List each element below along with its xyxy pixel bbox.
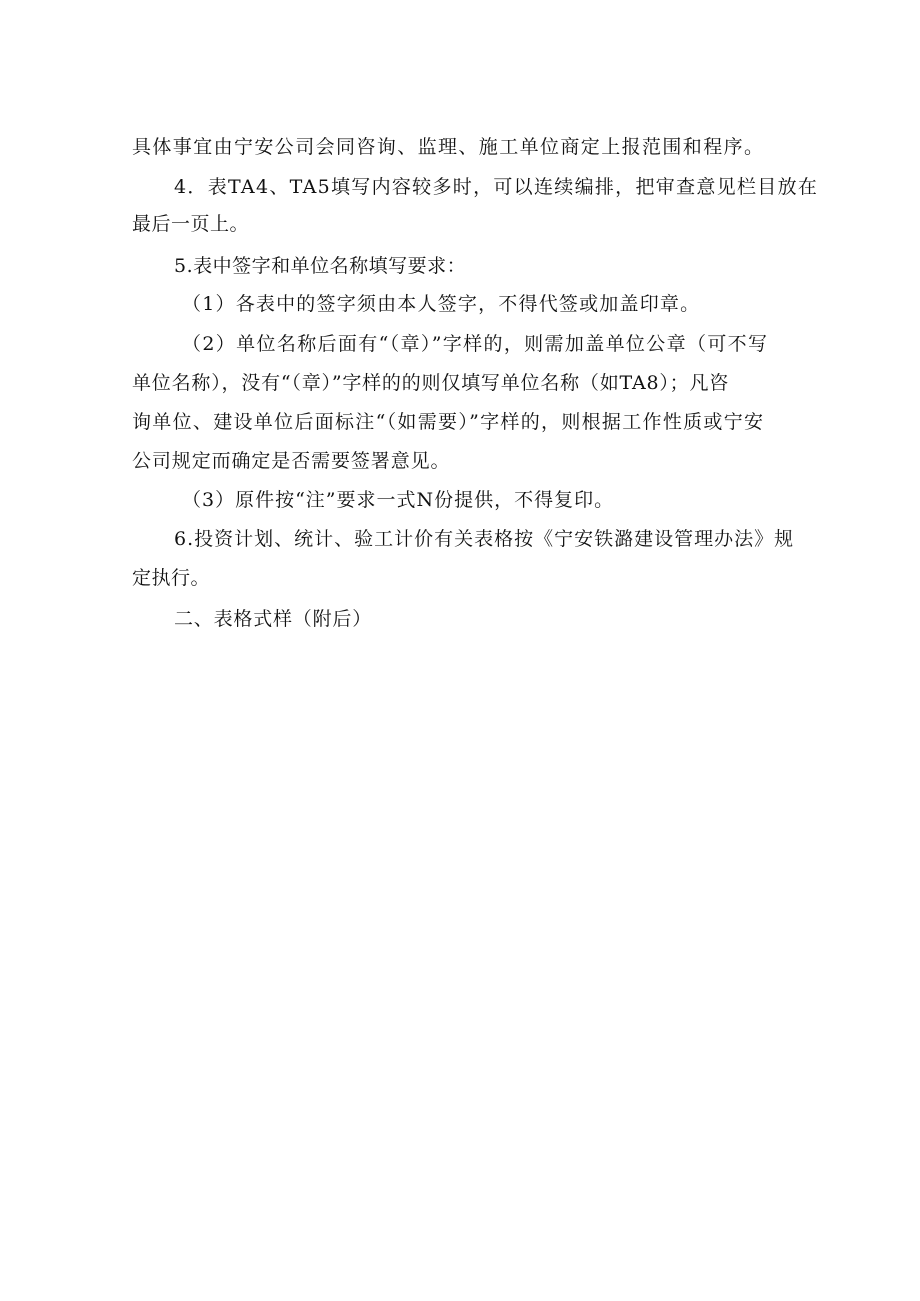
paragraph-line: 最后一页上。 (132, 213, 250, 235)
paragraph-line: 具体事宜由宁安公司会同咨询、监理、施工单位商定上报范围和程序。 (132, 136, 765, 158)
item-4-line: 4．表TA4、TA5填写内容较多时，可以连续编排，把审查意见栏目放在 (174, 176, 819, 198)
subitem-1-line: （1）各表中的签字须由本人签字，不得代签或加盖印章。 (182, 293, 701, 315)
paragraph-line: 单位名称），没有“（章）”字样的的则仅填写单位名称（如TA8）；凡咨 (132, 372, 730, 394)
subitem-3-line: （3）原件按“注”要求一式N份提供，不得复印。 (182, 489, 615, 511)
paragraph-line: 询单位、建设单位后面标注“（如需要）”字样的，则根据工作性质或宁安 (132, 411, 765, 433)
section-heading: 二、表格式样（附后） (174, 608, 373, 630)
subitem-2-line: （2）单位名称后面有“（章）”字样的，则需加盖单位公章（可不写 (182, 333, 769, 355)
paragraph-line: 公司规定而确定是否需要签署意见。 (132, 450, 451, 472)
paragraph-line: 定执行。 (132, 567, 211, 589)
item-6-line: 6.投资计划、统计、验工计价有关表格按《宁安铁潞建设管理办法》规 (174, 528, 795, 550)
item-5-heading: 5.表中签字和单位名称填写要求： (174, 255, 467, 277)
